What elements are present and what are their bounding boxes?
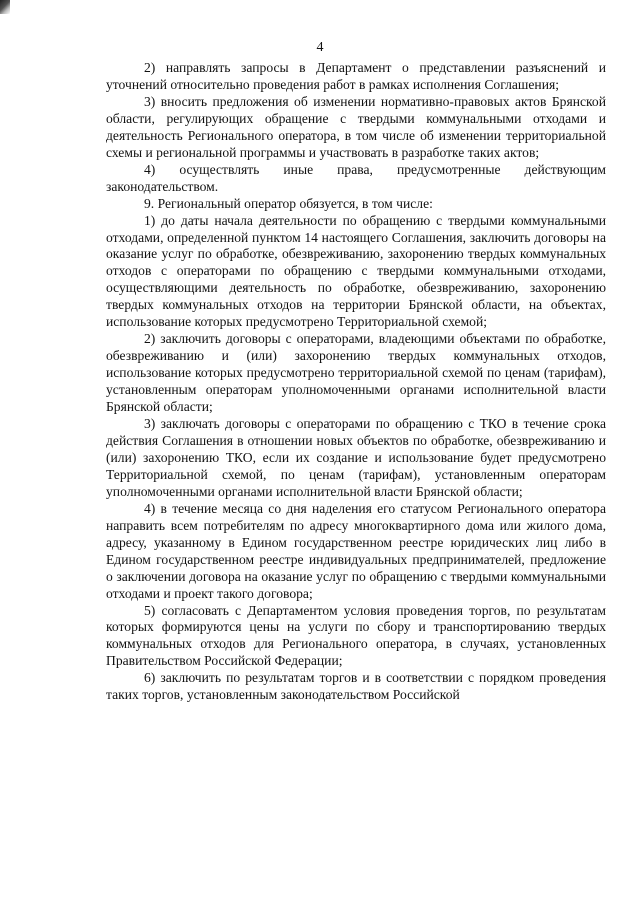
paragraph-obligation-6: 6) заключить по результатам торгов и в соответствии с порядком проведения таких торгов, установленным законодательством Российской bbox=[106, 670, 606, 703]
paragraph-obligation-2: 2) заключить договоры с операторами, владеющими объектами по обработке, обезвреживанию и (или) захоронению твердых коммунальных отходов, использование которых предусмотрено территориальной схемой по ценам (тарифам), установленным операторам уполномоченными органами исполнительной власти Брянской области; bbox=[106, 331, 606, 415]
paragraph-obligation-3: 3) заключать договоры с операторами по обращению с ТКО в течение срока действия Соглашения в отношении новых объектов по обработке, обезвреживанию и (или) захоронению ТКО, если их создание и использование будет предусмотрено Территориальной схемой, по ценам (тарифам), установленным операторам уполномоченными органами исполнительной власти Брянской области; bbox=[106, 416, 606, 499]
paragraph-obligation-4: 4) в течение месяца со дня наделения его статусом Регионального оператора направить всем потребителям по адресу многоквартирного дома или жилого дома, адресу, указанному в Едином государственном реестре юридических лиц либо в Едином государственном реестре индивидуальных предпринимателей, предложение о заключении договора на оказание услуг по обращению с твердыми коммунальными отходами и проект такого договора; bbox=[106, 500, 606, 601]
paragraph-section-9-heading: 9. Региональный оператор обязуется, в том числе: bbox=[144, 195, 433, 211]
paragraph-item-3-proposals: 3) вносить предложения об изменении нормативно-правовых актов Брянской области, регулирующих обращение с твердыми коммунальными отходами и деятельность Регионального оператора, в том числе об изменении территориальной схемы и региональной программы и участвовать в разработке таких актов; bbox=[106, 93, 606, 160]
paragraph-item-2-requests: 2) направлять запросы в Департамент о представлении разъяснений и уточнений относительно проведения работ в рамках исполнения Соглашения; bbox=[106, 60, 606, 92]
paragraph-obligation-1: 1) до даты начала деятельности по обращению с твердыми коммунальными отходами, определенной пунктом 14 настоящего Соглашения, заключить договоры на оказание услуг по обработке, обезвреживанию, захоронению твердых коммунальных отходов с операторами по обращению с твердыми коммунальными отходами, осуществляющими деятельность по обработке, обезвреживанию, захоронению твердых коммунальных отходов на территории Брянской области, на объектах, использование которых предусмотрено Территориальной схемой; bbox=[106, 212, 606, 330]
document-body bbox=[106, 60, 606, 704]
paragraph-obligation-5: 5) согласовать с Департаментом условия проведения торгов, по результатам которых формируются цены на услуги по сбору и транспортированию твердых коммунальных отходов для Регионального оператора, в случаях, установленных Правительством Российской Федерации; bbox=[106, 602, 606, 669]
paragraph-item-4-other-rights: 4) осуществлять иные права, предусмотренные действующим законодательством. bbox=[106, 161, 606, 194]
scan-corner-mark bbox=[0, 0, 10, 14]
page-number: 4 bbox=[316, 40, 324, 55]
